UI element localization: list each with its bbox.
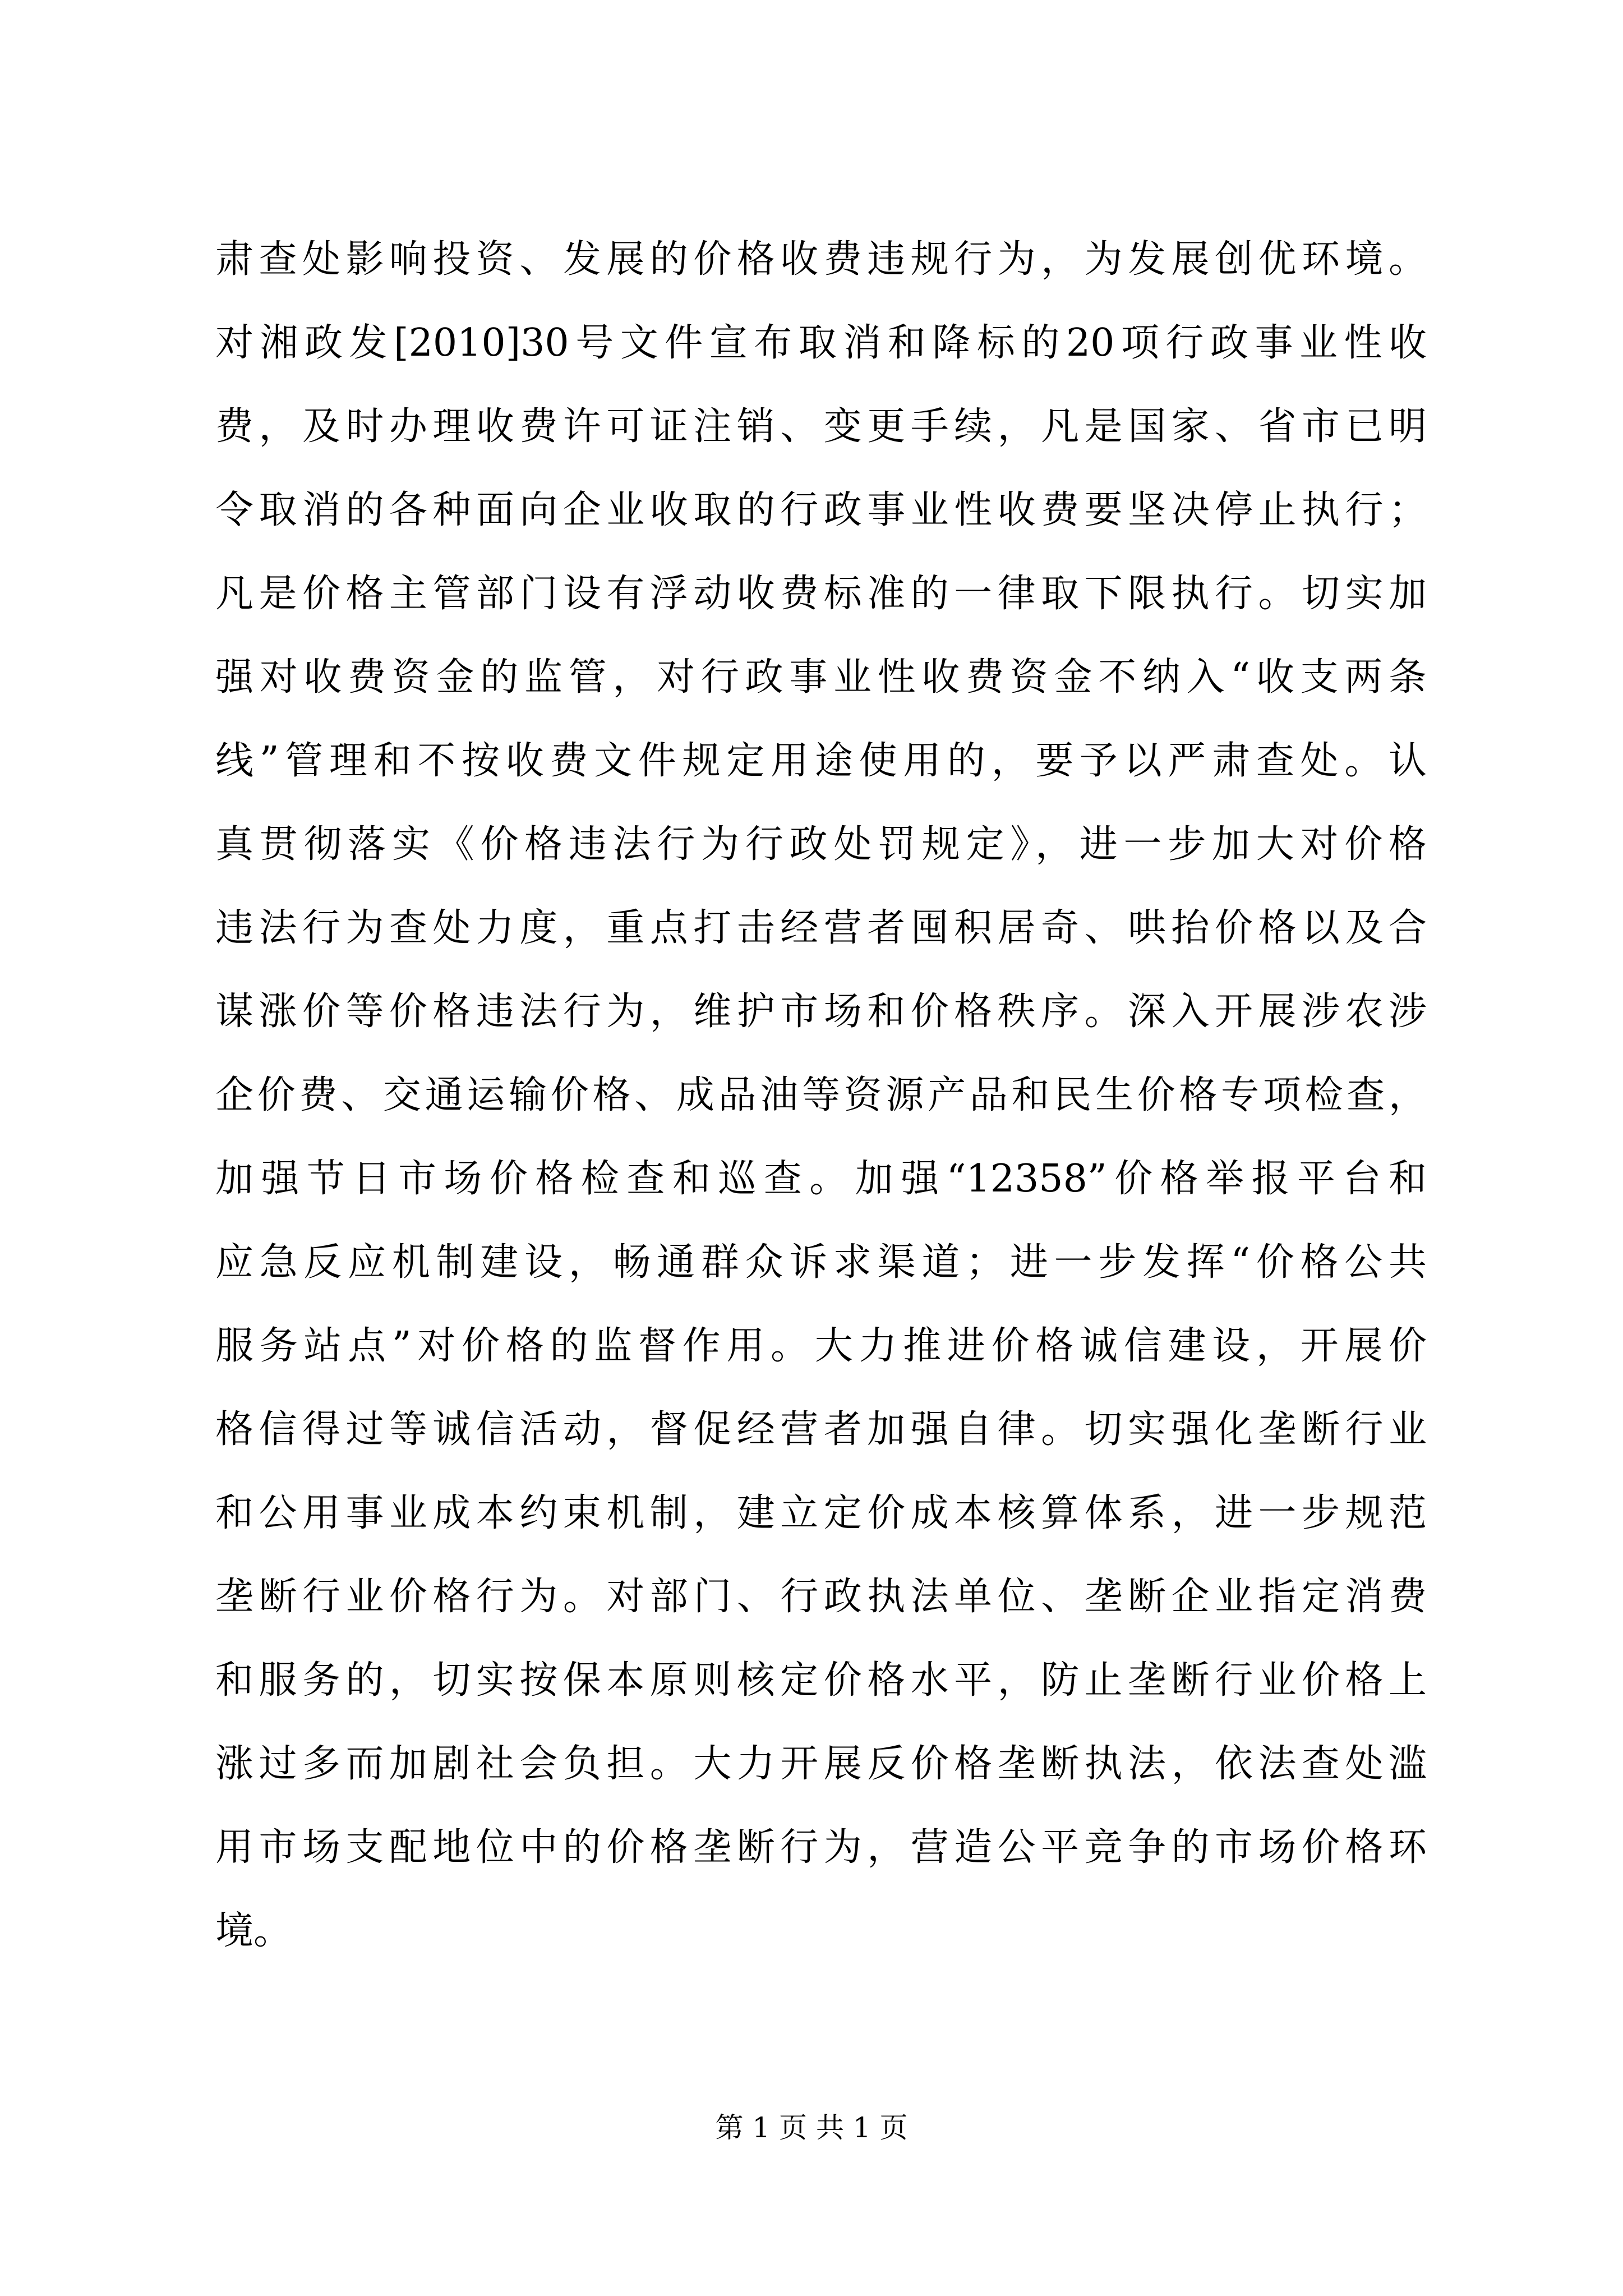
text-line-1: 肃查处影响投资、发展的价格收费违规行为，为发展创优环境。 xyxy=(215,237,1427,282)
text-line-8: 真贯彻落实《价格违法行为行政处罚规定》，进一步加大对价格 xyxy=(215,822,1427,867)
page-number-footer: 第 1 页 共 1 页 xyxy=(715,2111,908,2144)
text-line-21: 境。 xyxy=(215,1909,292,1953)
text-line-13: 应急反应机制建设，畅通群众诉求渠道；进一步发挥“价格公共 xyxy=(215,1240,1427,1285)
text-line-15: 格信得过等诚信活动，督促经营者加强自律。切实强化垄断行业 xyxy=(215,1407,1427,1452)
text-line-3: 费，及时办理收费许可证注销、变更手续，凡是国家、省市已明 xyxy=(215,404,1427,449)
text-line-20: 用市场支配地位中的价格垄断行为，营造公平竞争的市场价格环 xyxy=(215,1825,1427,1870)
text-line-17: 垄断行业价格行为。对部门、行政执法单位、垄断企业指定消费 xyxy=(215,1575,1427,1619)
text-line-9: 违法行为查处力度，重点打击经营者囤积居奇、哄抬价格以及合 xyxy=(215,906,1427,950)
text-line-4: 令取消的各种面向企业收取的行政事业性收费要坚决停止执行； xyxy=(215,488,1427,532)
text-line-7: 线”管理和不按收费文件规定用途使用的，要予以严肃查处。认 xyxy=(215,739,1427,783)
text-line-11: 企价费、交通运输价格、成品油等资源产品和民生价格专项检查， xyxy=(215,1073,1427,1117)
text-line-6: 强对收费资金的监管，对行政事业性收费资金不纳入“收支两条 xyxy=(215,655,1427,700)
text-line-19: 涨过多而加剧社会负担。大力开展反价格垄断执法，依法查处滥 xyxy=(215,1742,1427,1786)
text-line-14: 服务站点”对价格的监督作用。大力推进价格诚信建设，开展价 xyxy=(215,1324,1427,1368)
body-paragraph xyxy=(215,218,1427,1973)
text-line-18: 和服务的，切实按保本原则核定价格水平，防止垄断行业价格上 xyxy=(215,1658,1427,1703)
text-line-12: 加强节日市场价格检查和巡查。加强“12358”价格举报平台和 xyxy=(215,1157,1427,1201)
text-line-5: 凡是价格主管部门设有浮动收费标准的一律取下限执行。切实加 xyxy=(215,572,1427,616)
text-line-16: 和公用事业成本约束机制，建立定价成本核算体系，进一步规范 xyxy=(215,1491,1427,1535)
text-line-2: 对湘政发[2010]30号文件宣布取消和降标的20项行政事业性收 xyxy=(215,321,1427,365)
text-line-10: 谋涨价等价格违法行为，维护市场和价格秩序。深入开展涉农涉 xyxy=(215,990,1427,1034)
